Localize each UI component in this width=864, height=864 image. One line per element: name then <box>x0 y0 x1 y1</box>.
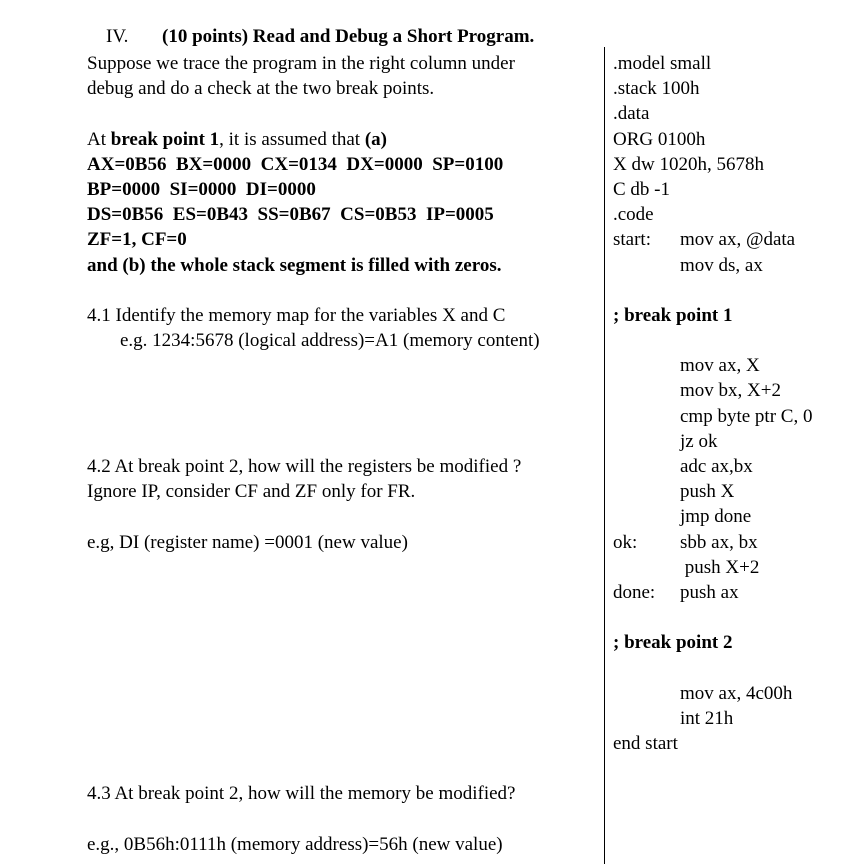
text-line <box>87 706 604 731</box>
question-column <box>0 47 604 864</box>
code-instruction: push X+2 <box>680 556 760 578</box>
text-line <box>87 504 604 529</box>
text-segment: At <box>87 128 111 150</box>
code-instruction: jz ok <box>680 430 718 452</box>
code-line <box>613 51 864 76</box>
text-line <box>87 832 604 857</box>
text-line <box>87 605 604 630</box>
code-line <box>613 706 864 731</box>
code-line <box>613 253 864 278</box>
text-line <box>87 555 604 580</box>
code-line <box>613 530 864 555</box>
code-text: .stack 100h <box>613 78 700 100</box>
code-line <box>613 731 864 756</box>
text-segment: e.g., 0B56h:0111h (memory address)=56h (new value) <box>87 833 503 855</box>
code-text: .model small <box>613 53 712 74</box>
code-line <box>613 681 864 706</box>
code-instruction: jmp done <box>680 506 752 528</box>
code-instruction: mov ax, @data <box>680 229 796 251</box>
code-line <box>613 353 864 378</box>
code-line <box>613 656 864 681</box>
text-line <box>87 580 604 605</box>
text-line <box>87 656 604 681</box>
code-line <box>613 303 864 328</box>
code-text: ; break point 1 <box>613 304 733 326</box>
program-column <box>605 47 864 864</box>
text-line <box>87 278 604 303</box>
code-line <box>613 580 864 605</box>
text-segment: DS=0B56 ES=0B43 SS=0B67 CS=0B53 IP=0005 <box>87 204 494 226</box>
text-segment: 4.2 At break point 2, how will the registers be modified ? <box>87 456 522 477</box>
code-line <box>613 605 864 630</box>
code-label: ok: <box>613 531 638 553</box>
code-text: C db -1 <box>613 178 670 200</box>
code-line <box>613 76 864 101</box>
two-column-body <box>0 47 864 864</box>
code-line <box>613 555 864 580</box>
code-line <box>613 479 864 504</box>
text-segment: and (b) the whole stack segment is filled with zeros. <box>87 254 502 276</box>
question-numeral: IV. <box>106 26 129 47</box>
text-line <box>87 630 604 655</box>
text-segment: BP=0000 SI=0000 DI=0000 <box>87 178 316 200</box>
text-segment: AX=0B56 BX=0000 CX=0134 DX=0000 SP=0100 <box>87 153 504 175</box>
code-line <box>613 127 864 152</box>
text-line <box>87 807 604 832</box>
text-line <box>87 378 604 403</box>
code-instruction: mov ax, X <box>680 355 760 377</box>
text-line <box>87 429 604 454</box>
code-text: .data <box>613 103 650 125</box>
text-segment: , it is assumed that <box>219 128 365 150</box>
text-line <box>87 781 604 806</box>
text-line <box>87 152 604 177</box>
text-segment: e.g, DI (register name) =0001 (new value) <box>87 531 408 553</box>
code-line <box>613 378 864 403</box>
text-line <box>87 51 604 76</box>
text-segment: 4.1 Identify the memory map for the variables X and C <box>87 304 506 326</box>
code-line <box>613 177 864 202</box>
code-label: start: <box>613 229 651 251</box>
code-text: ; break point 2 <box>613 632 733 654</box>
text-line <box>87 731 604 756</box>
text-line <box>87 404 604 429</box>
code-instruction: int 21h <box>680 707 734 729</box>
text-line <box>87 681 604 706</box>
code-line <box>613 454 864 479</box>
code-line <box>613 101 864 126</box>
text-line <box>87 227 604 252</box>
code-line <box>613 429 864 454</box>
code-instruction: push ax <box>680 581 739 603</box>
code-instruction: mov ax, 4c00h <box>680 682 793 704</box>
code-line <box>613 328 864 353</box>
text-segment: ZF=1, CF=0 <box>87 229 187 251</box>
code-line <box>613 227 864 252</box>
text-line <box>87 202 604 227</box>
text-segment: e.g. 1234:5678 (logical address)=A1 (memory content) <box>120 330 540 352</box>
code-instruction: mov ds, ax <box>680 254 763 276</box>
code-label: done: <box>613 581 656 603</box>
text-segment: break point 1 <box>110 128 220 150</box>
code-line <box>613 202 864 227</box>
text-line <box>87 177 604 202</box>
question-title: (10 points) Read and Debug a Short Program. <box>162 26 535 47</box>
text-line <box>87 253 604 278</box>
text-segment: debug and do a check at the two break points. <box>87 78 435 100</box>
code-line <box>613 278 864 303</box>
code-instruction: sbb ax, bx <box>680 531 758 553</box>
text-line <box>87 101 604 126</box>
text-line <box>87 454 604 479</box>
code-text: X dw 1020h, 5678h <box>613 153 764 175</box>
code-line <box>613 404 864 429</box>
code-line <box>613 152 864 177</box>
text-line <box>87 353 604 378</box>
text-line <box>87 756 604 781</box>
text-line <box>87 530 604 555</box>
code-instruction: cmp byte ptr C, 0 <box>680 405 813 427</box>
text-line <box>87 127 604 152</box>
code-line <box>613 504 864 529</box>
code-instruction: mov bx, X+2 <box>680 380 781 402</box>
text-segment: Ignore IP, consider CF and ZF only for FR. <box>87 481 416 503</box>
text-line <box>87 303 604 328</box>
text-segment: 4.3 At break point 2, how will the memory be modified? <box>87 783 516 805</box>
text-line <box>87 328 604 353</box>
code-line <box>613 630 864 655</box>
text-segment: (a) <box>364 128 387 150</box>
code-instruction: push X <box>680 481 735 503</box>
code-text: ORG 0100h <box>613 128 706 150</box>
text-segment: Suppose we trace the program in the right column under <box>87 53 515 74</box>
text-line <box>87 479 604 504</box>
question-heading <box>0 0 864 47</box>
text-line <box>87 76 604 101</box>
code-instruction: adc ax,bx <box>680 456 753 477</box>
code-text: .code <box>613 204 654 226</box>
code-text: end start <box>613 733 678 755</box>
